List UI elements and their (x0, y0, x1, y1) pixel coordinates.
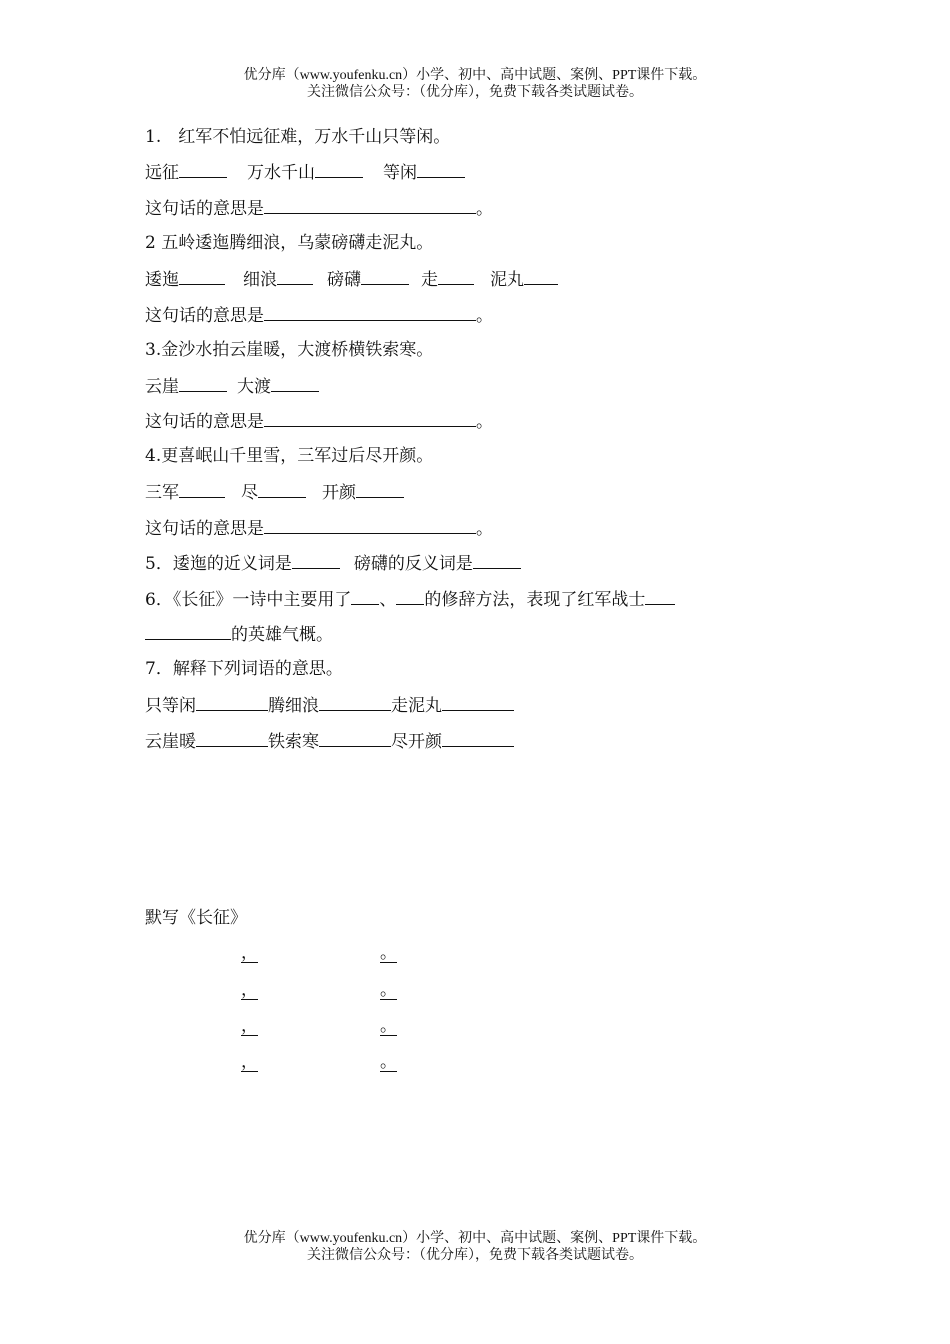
q6-line-1 (145, 588, 675, 611)
q1-blank-2[interactable] (315, 161, 363, 178)
dictation-period: 。 (380, 1052, 397, 1072)
q6-part-a: 6．《长征》一诗中主要用了 (145, 590, 352, 610)
q4-meaning-label: 这句话的意思是 (145, 519, 264, 539)
q6-blank-4[interactable] (145, 623, 231, 640)
q2-blank-1[interactable] (179, 268, 225, 285)
q3-meaning-blank[interactable] (264, 410, 476, 427)
dictation-line-3[interactable] (145, 1015, 405, 1037)
q4-meaning-blank[interactable] (264, 517, 476, 534)
q2-word-2: 细浪 (243, 270, 277, 290)
q2-meaning (145, 304, 493, 327)
footer-line-1: 优分库（www.youfenku.cn）小学、初中、高中试题、案例、PPT课件下载。 (243, 1231, 707, 1246)
q2-blank-4[interactable] (438, 268, 474, 285)
q5-blank-2[interactable] (473, 552, 521, 569)
q7-word-1: 只等闲 (145, 696, 196, 716)
q2-word-1: 逶迤 (145, 270, 179, 290)
q2-title: 2 五岭逶迤腾细浪，乌蒙磅礴走泥丸。 (145, 233, 434, 253)
q1-word-3: 等闲 (383, 163, 417, 183)
q1-word-1: 远征 (145, 163, 179, 183)
q6-part-b: 的修辞方法，表现了红军战士 (424, 590, 646, 610)
q3-meaning (145, 410, 493, 433)
dictation-comma: ， (241, 1052, 258, 1072)
q3-title: 3.金沙水拍云崖暖，大渡桥横铁索寒。 (145, 340, 434, 360)
q1-meaning-blank[interactable] (264, 197, 476, 214)
q3-word-1: 云崖 (145, 377, 179, 397)
q1-title: 1. 红军不怕远征难，万水千山只等闲。 (145, 127, 451, 147)
q7-row-2 (145, 730, 514, 753)
q5-blank-1[interactable] (292, 552, 340, 569)
q3-blank-1[interactable] (179, 375, 227, 392)
q7-blank-4[interactable] (196, 730, 268, 747)
q1-words (145, 161, 465, 184)
dictation-line-1[interactable] (145, 942, 405, 964)
q7-word-4: 云崖暖 (145, 732, 196, 752)
q7-blank-6[interactable] (442, 730, 514, 747)
dictation-title: 默写《长征》 (145, 908, 247, 928)
q5-part-a: 5．逶迤的近义词是 (145, 554, 292, 574)
q4-meaning-end: 。 (476, 519, 493, 539)
dictation-period: 。 (380, 1016, 397, 1036)
q7-blank-3[interactable] (442, 694, 514, 711)
footer-line-2: 关注微信公众号：（优分库），免费下载各类试题试卷。 (307, 1248, 643, 1263)
q6-blank-3[interactable] (645, 588, 675, 605)
q1-meaning (145, 197, 493, 220)
q5-line (145, 552, 521, 575)
dictation-comma: ， (241, 980, 258, 1000)
dictation-line-2[interactable] (145, 979, 405, 1001)
q7-title: 7．解释下列词语的意思。 (145, 659, 343, 679)
q1-blank-3[interactable] (417, 161, 465, 178)
q2-meaning-end: 。 (476, 306, 493, 326)
q2-blank-3[interactable] (361, 268, 409, 285)
q4-words (145, 481, 404, 504)
q6-part-c: 的英雄气概。 (231, 625, 333, 645)
q4-meaning (145, 517, 493, 540)
q7-word-3: 走泥丸 (391, 696, 442, 716)
q4-blank-3[interactable] (356, 481, 404, 498)
q4-title: 4.更喜岷山千里雪，三军过后尽开颜。 (145, 446, 434, 466)
q2-meaning-label: 这句话的意思是 (145, 306, 264, 326)
dictation-comma: ， (241, 1016, 258, 1036)
q4-word-2: 尽 (241, 483, 258, 503)
q6-blank-2[interactable] (396, 588, 424, 605)
q2-word-4: 走 (421, 270, 438, 290)
q7-blank-2[interactable] (319, 694, 391, 711)
page-header (0, 67, 950, 101)
q2-word-5: 泥丸 (490, 270, 524, 290)
q1-meaning-label: 这句话的意思是 (145, 199, 264, 219)
header-line-1: 优分库（www.youfenku.cn）小学、初中、高中试题、案例、PPT课件下载。 (243, 68, 707, 83)
page-footer (0, 1230, 950, 1264)
q4-blank-2[interactable] (258, 481, 306, 498)
q7-blank-5[interactable] (319, 730, 391, 747)
q2-meaning-blank[interactable] (264, 304, 476, 321)
q1-blank-1[interactable] (179, 161, 227, 178)
q1-word-2: 万水千山 (247, 163, 315, 183)
q4-word-1: 三军 (145, 483, 179, 503)
q3-meaning-end: 。 (476, 412, 493, 432)
q7-blank-1[interactable] (196, 694, 268, 711)
q5-part-b: 磅礴的反义词是 (353, 554, 473, 574)
dictation-period: 。 (380, 980, 397, 1000)
header-line-2: 关注微信公众号：（优分库），免费下载各类试题试卷。 (307, 85, 643, 100)
q7-row-1 (145, 694, 514, 717)
q3-word-2: 大渡 (237, 377, 271, 397)
q7-word-2: 腾细浪 (268, 696, 319, 716)
q3-meaning-label: 这句话的意思是 (145, 412, 264, 432)
q7-word-6: 尽开颜 (391, 732, 442, 752)
q2-words (145, 268, 558, 291)
q2-word-3: 磅礴 (327, 270, 361, 290)
q4-blank-1[interactable] (179, 481, 225, 498)
q3-blank-2[interactable] (271, 375, 319, 392)
dictation-line-4[interactable] (145, 1051, 405, 1073)
dictation-period: 。 (380, 943, 397, 963)
q4-word-3: 开颜 (322, 483, 356, 503)
q2-blank-2[interactable] (277, 268, 313, 285)
q6-line-2 (145, 623, 333, 646)
q6-separator: 、 (379, 590, 397, 610)
dictation-comma: ， (241, 943, 258, 963)
q1-meaning-end: 。 (476, 199, 493, 219)
q2-blank-5[interactable] (524, 268, 558, 285)
q3-words (145, 375, 319, 398)
q6-blank-1[interactable] (351, 588, 379, 605)
q7-word-5: 铁索寒 (268, 732, 319, 752)
